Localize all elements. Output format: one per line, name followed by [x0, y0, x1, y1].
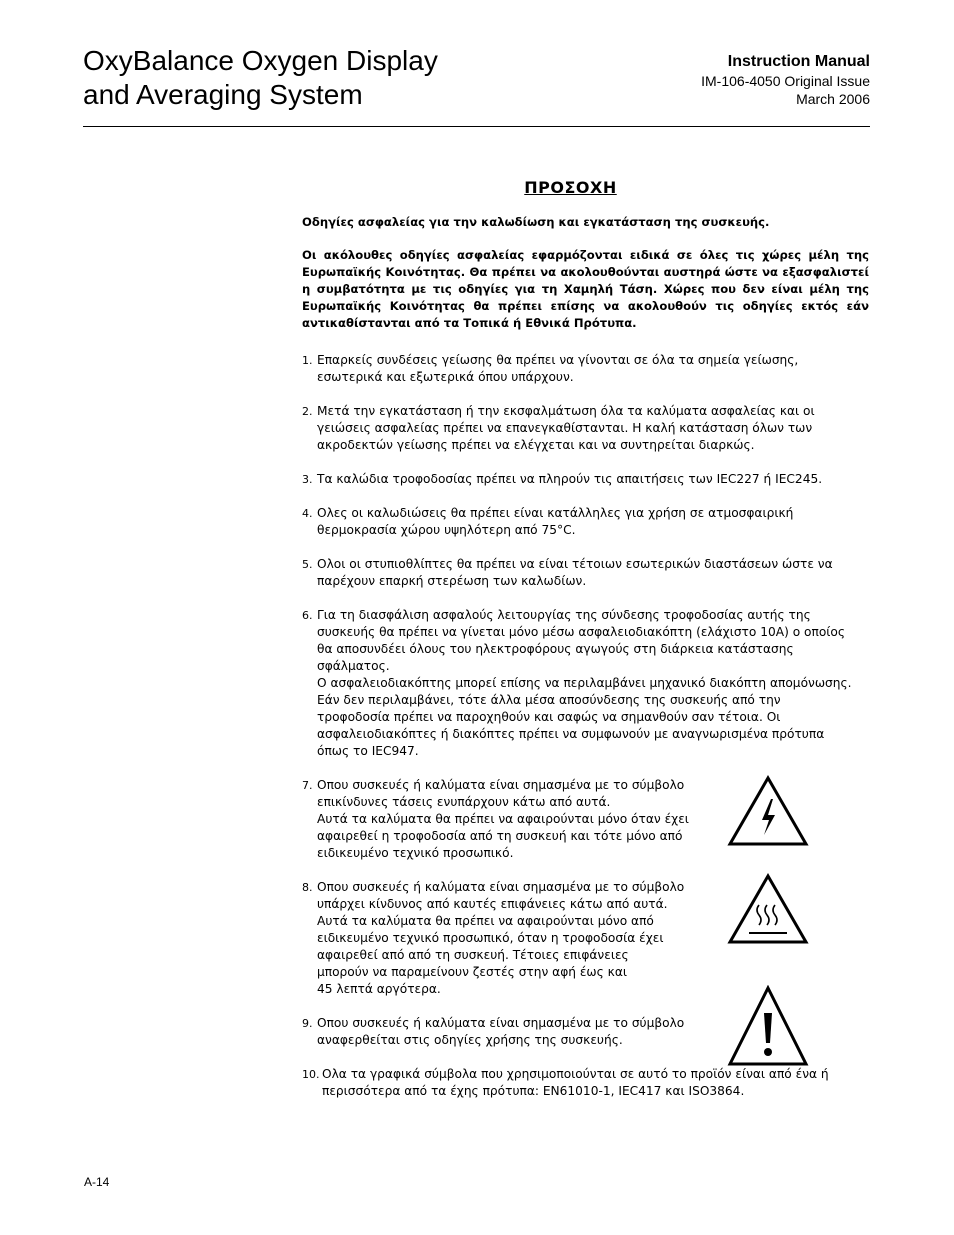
- doc-id: IM-106-4050 Original Issue: [701, 73, 870, 89]
- hot-surface-warning-icon: [727, 873, 809, 945]
- header-rule: [83, 126, 870, 127]
- item-number: 9.: [302, 1017, 313, 1030]
- item-text: Οπου συσκευές ή καλύματα είναι σημασμένα με το σύμβολο επικίνδυνες τάσεις ενυπάρχουν κάτω από αυτά. Αυτά τα καλύματα θα πρέπει να αφαιρούνται μόνο όταν έχει αφαιρεθεί η τροφοδοσία από τη συσκευή και τότε μόνο από ειδικευμένο τεχνικό προσωπικό.: [317, 778, 689, 860]
- list-item: [302, 607, 869, 760]
- list-item: [302, 777, 869, 862]
- item-number: 4.: [302, 507, 313, 520]
- notice-subtitle: Οδηγίες ασφαλείας για την καλωδίωση και εγκατάσταση της συσκευής.: [302, 215, 770, 229]
- item-number: 1.: [302, 354, 313, 367]
- item-text: Ολες οι καλωδιώσεις θα πρέπει είναι κατάλληλες για χρήση σε ατμοσφαιρική θερμοκρασία χώρου υψηλότερη από 75°C.: [317, 506, 794, 537]
- list-item: [302, 352, 869, 386]
- header-meta: [701, 52, 870, 108]
- page-number: A-14: [84, 1175, 110, 1189]
- high-voltage-warning-icon: [727, 775, 809, 847]
- item-number: 2.: [302, 405, 313, 418]
- doc-date: March 2006: [796, 91, 870, 107]
- notice-intro: Οι ακόλουθες οδηγίες ασφαλείας εφαρμόζονται ειδικά σε όλες τις χώρες μέλη της Ευρωπαϊκής Κοινότητας. Θα πρέπει να ακολουθούνται αυστηρά ώστε να εξασφαλιστεί η συμβατότητα με τις οδηγίες για τη Χαμηλή Τάση. Χώρες που δεν είναι μέλη της Ευρωπαϊκής Κοινότητας θα πρέπει επίσης να ακολουθούν τις οδηγίες εκτός εάν αντικαθίστανται από τα Τοπικά ή Εθνικά Πρότυπα.: [302, 248, 869, 330]
- list-item: [302, 403, 869, 454]
- item-text: Για τη διασφάλιση ασφαλούς λειτουργίας της σύνδεσης τροφοδοσίας αυτής της συσκευής θα πρέπει να γίνεται μόνο μέσω ασφαλειοδιακόπτη (ελάχιστο 10Α) ο οποίος θα αποσυνδέει όλους του ηλεκτροφόρους αγωγούς στη διάρκεια κατάστασης σφάλματος. Ο ασφαλειοδιακόπτης μπορεί επίσης να περιλαμβάνει μηχανικό διακόπτη απομόνωσης. Εάν δεν περιλαμβάνει, τότε άλλα μέσα αποσύνδεσης της συσκευής από την τροφοδοσία πρέπει να παροχηθούν και σαφώς να σημανθούν σαν τέτοια. Οι ασφαλειοδιακόπτες ή διακόπτες πρέπει να συμφωνούν με αναγνωρισμένα πρότυπα όπως το IEC947.: [317, 608, 852, 758]
- item-number: 7.: [302, 779, 313, 792]
- instruction-list: [302, 352, 869, 1100]
- item-number: 5.: [302, 558, 313, 571]
- list-item: [302, 556, 869, 590]
- manual-label: Instruction Manual: [727, 53, 870, 70]
- item-number: 6.: [302, 609, 313, 622]
- item-text: Οπου συσκευές ή καλύματα είναι σημασμένα με το σύμβολο υπάρχει κίνδυνος από καυτές επιφάνειες κάτω από αυτά. Αυτά τα καλύματα θα πρέπει να αφαιρούνται μόνο από ειδικευμένο τεχνικό προσωπικό, όταν η τροφοδοσία έχει αφαιρεθεί από από τη συσκευή. Τέτοιες επιφάνειες μπορούν να παραμείνουν ζεστές στην αφή έως και 45 λεπτά αργότερα.: [317, 880, 685, 996]
- list-item: [302, 1015, 869, 1049]
- list-item: [302, 879, 869, 998]
- item-text: Τα καλώδια τροφοδοσίας πρέπει να πληρούν τις απαιτήσεις των IEC227 ή IEC245.: [317, 472, 823, 486]
- item-number: 3.: [302, 473, 313, 486]
- general-caution-icon: [727, 985, 809, 1067]
- document-title-line2: and Averaging System: [83, 79, 363, 110]
- item-text: Ολοι οι στυπιοθλίπτες θα πρέπει να είναι τέτοιων εσωτερικών διαστάσεων ώστε να παρέχουν επαρκή στερέωση των καλωδίων.: [317, 557, 833, 588]
- greek-safety-notice: [272, 170, 869, 1130]
- list-item: [302, 505, 869, 539]
- item-number: 10.: [302, 1068, 320, 1081]
- item-text: Οπου συσκευές ή καλύματα είναι σημασμένα με το σύμβολο αναφερθείται στις οδηγίες χρήσης της συσκευής.: [317, 1016, 685, 1047]
- notice-title: ΠΡΟΣΟΧΗ: [524, 178, 617, 197]
- item-text: Επαρκείς συνδέσεις γείωσης θα πρέπει να γίνονται σε όλα τα σημεία γείωσης, εσωτερικά και εξωτερικά όπου υπάρχουν.: [317, 353, 799, 384]
- item-text: Μετά την εγκατάσταση ή την εκσφαλμάτωση όλα τα καλύματα ασφαλείας και οι γειώσεις ασφαλείας πρέπει να επανεγκαθίστανται. Η καλή κατάσταση όλων των ακροδεκτών γείωσης πρέπει να ελέγχεται και να συντηρείται διαρκώς.: [317, 404, 815, 452]
- list-item: [302, 1066, 869, 1100]
- item-number: 8.: [302, 881, 313, 894]
- document-title-line1: OxyBalance Oxygen Display: [83, 45, 438, 76]
- list-item: [302, 471, 869, 488]
- item-text: Ολα τα γραφικά σύμβολα που χρησιμοποιούνται σε αυτό το προϊόν είναι από ένα ή περισσότερα από τα έχης πρότυπα: EN61010-1, IEC417 και ISO3864.: [322, 1067, 829, 1098]
- document-title: [83, 44, 438, 112]
